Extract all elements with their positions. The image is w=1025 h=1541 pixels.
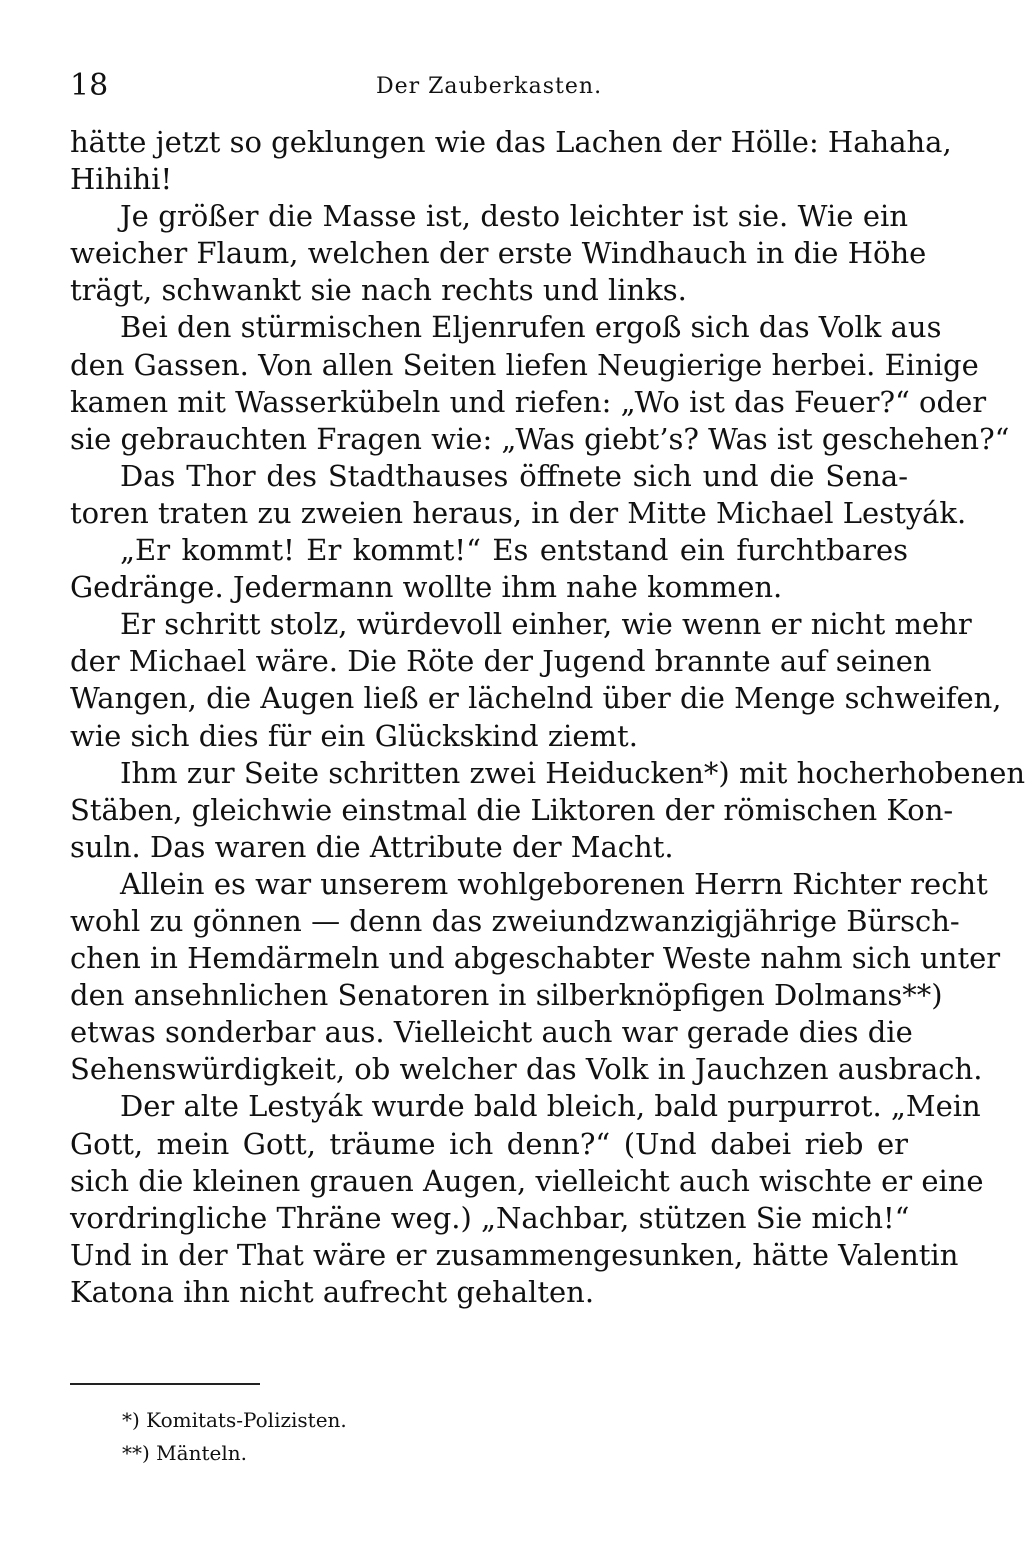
text-line: Stäben, gleichwie einstmal die Liktoren der römischen Kon- [70, 792, 954, 827]
text-line: Katona ihn nicht aufrecht gehalten. [70, 1274, 595, 1309]
text-line: sich die kleinen grauen Augen, vielleicht auch wischte er eine [70, 1163, 984, 1198]
text-line: etwas sonderbar aus. Vielleicht auch war gerade dies die [70, 1015, 913, 1050]
text-line: den ansehnlichen Senatoren in silberknöpfigen Dolmans**) [70, 978, 943, 1013]
footnote: *) Komitats-Polizisten. [122, 1408, 347, 1432]
text-line: „Er kommt! Er kommt!“ Es entstand ein furchtbares [120, 533, 908, 568]
text-line: Das Thor des Stadthauses öffnete sich und die Sena- [120, 458, 908, 493]
text-line: Er schritt stolz, würdevoll einher, wie wenn er nicht mehr [120, 607, 972, 642]
text-line: Gedränge. Jedermann wollte ihm nahe kommen. [70, 570, 783, 605]
text-line: chen in Hemdärmeln und abgeschabter Weste nahm sich unter [70, 941, 1001, 976]
text-line: wie sich dies für ein Glückskind ziemt. [70, 718, 638, 753]
text-line: sie gebrauchten Fragen wie: „Was giebt’s? Was ist geschehen?“ [70, 421, 1010, 456]
page-header [70, 66, 908, 106]
text-line: weicher Flaum, welchen der erste Windhauch in die Höhe [70, 236, 927, 271]
text-line: hätte jetzt so geklungen wie das Lachen der Hölle: Hahaha, [70, 125, 952, 159]
text-line: toren traten zu zweien heraus, in der Mitte Michael Lestyák. [70, 495, 967, 530]
footnote: **) Mänteln. [122, 1441, 247, 1465]
text-line: Wangen, die Augen ließ er lächelnd über die Menge schweifen, [70, 681, 1002, 716]
body-text [70, 124, 1025, 1311]
text-line: Bei den stürmischen Eljenrufen ergoß sich das Volk aus [120, 310, 942, 345]
text-line: wohl zu gönnen — denn das zweiundzwanzigjährige Bürsch- [70, 903, 960, 938]
text-line: Hihihi! [70, 162, 173, 197]
text-line: suln. Das waren die Attribute der Macht. [70, 829, 674, 864]
text-line: Allein es war unserem wohlgeborenen Herrn Richter recht [120, 866, 988, 901]
text-line: Sehenswürdigkeit, ob welcher das Volk in Jauchzen ausbrach. [70, 1052, 983, 1087]
footnote-divider [70, 1383, 260, 1385]
text-line: vordringliche Thräne weg.) „Nachbar, stützen Sie mich!“ [70, 1200, 910, 1235]
text-line: Ihm zur Seite schritten zwei Heiducken*) mit hocherhobenen [120, 755, 1025, 790]
text-line: Der alte Lestyák wurde bald bleich, bald purpurrot. „Mein [120, 1089, 981, 1124]
text-line: trägt, schwankt sie nach rechts und links. [70, 273, 687, 308]
footnotes [122, 1404, 347, 1470]
text-line: Und in der That wäre er zusammengesunken, hätte Valentin [70, 1237, 959, 1272]
text-line: den Gassen. Von allen Seiten liefen Neugierige herbei. Einige [70, 347, 979, 382]
text-line: kamen mit Wasserkübeln und riefen: „Wo ist das Feuer?“ oder [70, 384, 987, 419]
text-line: der Michael wäre. Die Röte der Jugend brannte auf seinen [70, 644, 932, 679]
running-title: Der Zauberkasten. [375, 74, 603, 99]
text-line: Gott, mein Gott, träume ich denn?“ (Und dabei rieb er [70, 1126, 908, 1161]
text-line: Je größer die Masse ist, desto leichter ist sie. Wie ein [120, 199, 908, 234]
page-number: 18 [70, 68, 109, 103]
